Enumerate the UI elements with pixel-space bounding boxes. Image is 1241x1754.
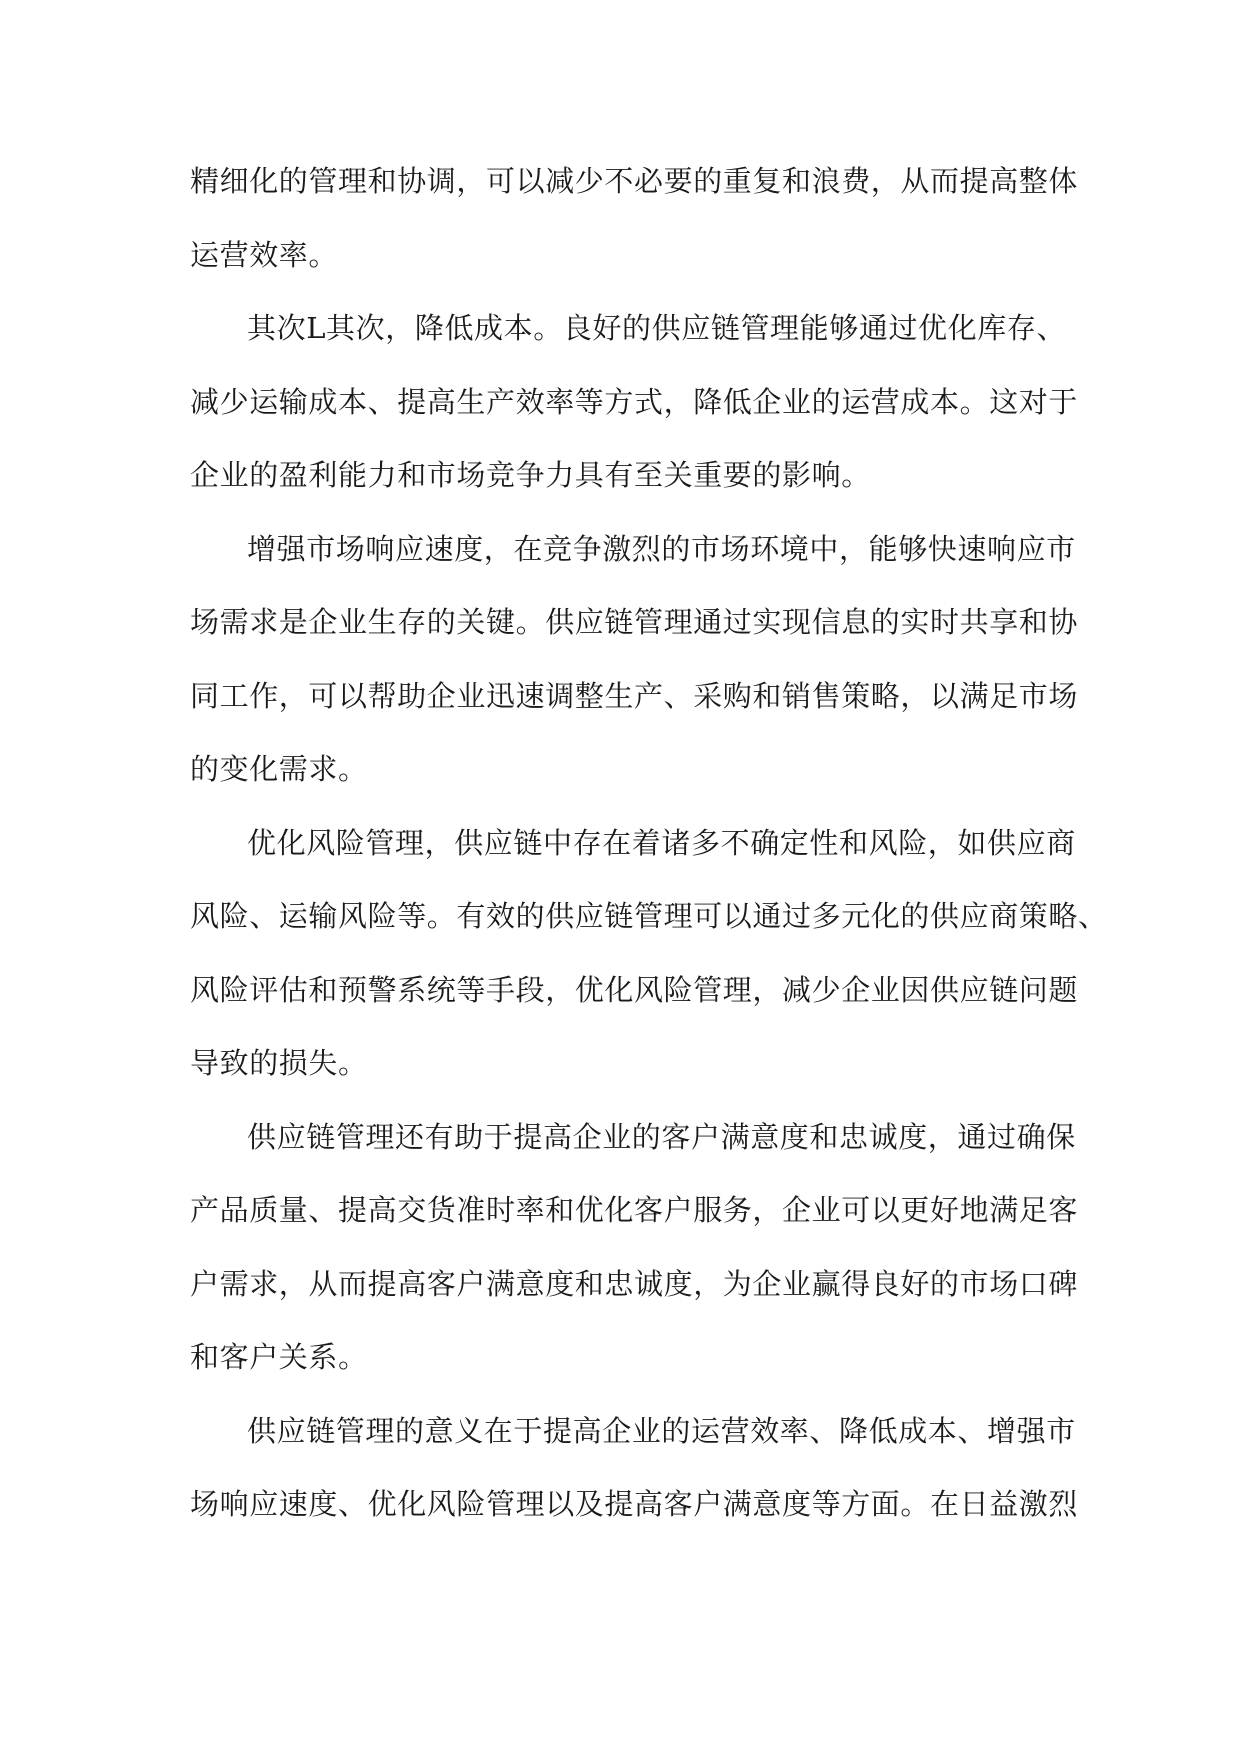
text-line: 减少运输成本、提高生产效率等方式，降低企业的运营成本。这对于 <box>190 384 1079 419</box>
paragraph-start-line: 其次L其次，降低成本。良好的供应链管理能够通过优化库存、 <box>247 311 1067 345</box>
text-line: 导致的损失。 <box>190 1046 368 1080</box>
text-line: 风险评估和预警系统等手段，优化风险管理，减少企业因供应链问题 <box>190 972 1079 1007</box>
text-line: 户需求，从而提高客户满意度和忠诚度，为企业赢得良好的市场口碑 <box>190 1266 1079 1301</box>
text-line: 场需求是企业生存的关键。供应链管理通过实现信息的实时共享和协 <box>190 605 1079 639</box>
text-line: 和客户关系。 <box>190 1340 368 1374</box>
paragraph-start-line: 增强市场响应速度，在竞争激烈的市场环境中，能够快速响应市 <box>247 531 1076 566</box>
text-line: 风险、运输风险等。有效的供应链管理可以通过多元化的供应商策略、 <box>190 899 1108 933</box>
paragraph-start-line: 优化风险管理，供应链中存在着诸多不确定性和风险，如供应商 <box>247 825 1076 860</box>
text-line: 场响应速度、优化风险管理以及提高客户满意度等方面。在日益激烈 <box>190 1487 1079 1521</box>
document-body <box>190 145 1108 1542</box>
text-line: 的变化需求。 <box>190 752 368 786</box>
text-line: 产品质量、提高交货准时率和优化客户服务，企业可以更好地满足客 <box>190 1193 1079 1227</box>
paragraph-start-line: 供应链管理还有助于提高企业的客户满意度和忠诚度，通过确保 <box>247 1119 1076 1154</box>
text-line: 企业的盈利能力和市场竞争力具有至关重要的影响。 <box>190 458 871 492</box>
text-line: 同工作，可以帮助企业迅速调整生产、采购和销售策略，以满足市场 <box>190 678 1079 713</box>
text-line: 精细化的管理和协调，可以减少不必要的重复和浪费，从而提高整体 <box>190 164 1079 198</box>
text-line: 运营效率。 <box>190 237 339 272</box>
paragraph-start-line: 供应链管理的意义在于提高企业的运营效率、降低成本、增强市 <box>247 1413 1076 1448</box>
